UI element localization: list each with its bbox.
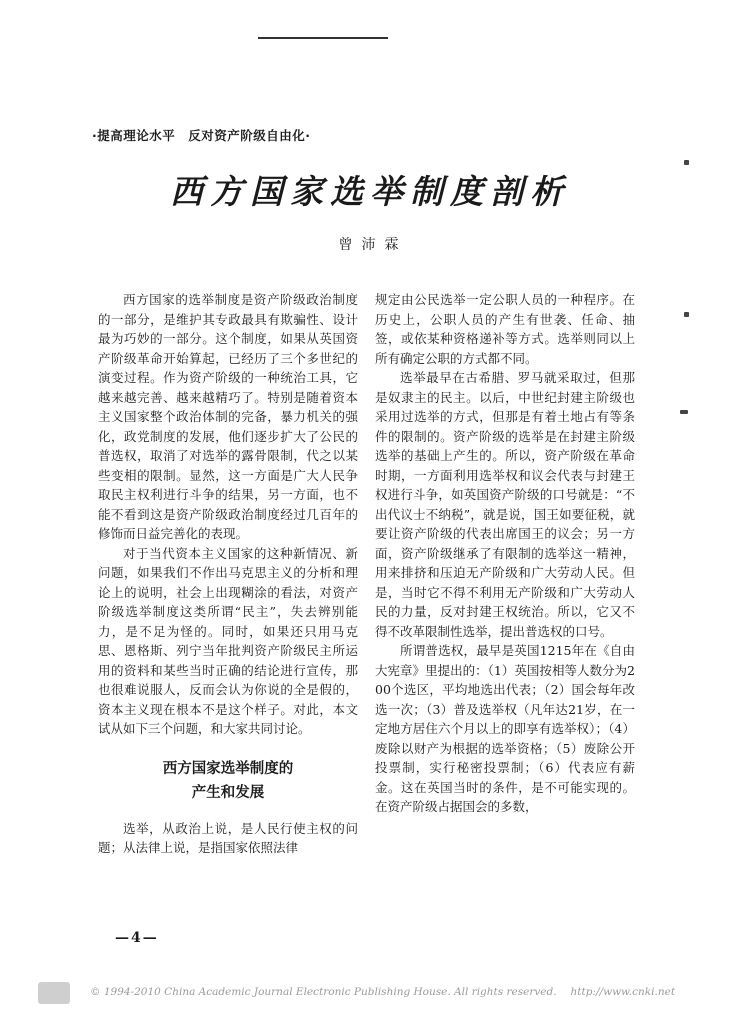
footer-url-link[interactable]: http://www.cnki.net (570, 986, 676, 998)
page-title: 西方国家选举制度剖析 (170, 172, 570, 211)
cnki-logo-icon (38, 982, 70, 1004)
page-number: —4— (115, 930, 159, 946)
section-heading-line: 西方国家选举制度的 (162, 760, 294, 777)
copyright-text: © 1994-2010 China Academic Journal Electronic Publishing House. All rights reserved. (90, 986, 557, 998)
scan-mark (684, 160, 689, 165)
column-tag: ·提高理论水平 反对资产阶级自由化· (92, 128, 311, 143)
section-heading (98, 757, 358, 805)
left-column (98, 290, 358, 858)
paragraph: 选举最早在古希腊、罗马就采取过，但那是奴隶主的民主。以后，中世纪封建主阶级也采用过选举的方式，但那是有着土地占有等条件的限制的。资产阶级的选举是在封建主阶级选举的基础上产生的。所以，资产阶级在革命时期，一方面利用选举权和议会代表与封建王权进行斗争，如英国资产阶级的口号就是：“不出代议士不纳税”，就是说，国王如要征税，就要让资产阶级的代表出席国王的议会；另一方面，资产阶级继承了有限制的选举这一精神，用来排挤和压迫无产阶级和广大劳动人民。但是，当时它不得不利用无产阶级和广大劳动人民的力量，反对封建王权统治。所以，它又不得不改革限制性选举，提出普选权的口号。 (375, 370, 635, 639)
paragraph: 对于当代资本主义国家的这种新情况、新问题，如果我们不作出马克思主义的分析和理论上的说明，社会上出现糊涂的看法，对资产阶级选举制度这类所谓“民主”，失去辨别能力，是不足为怪的。同时，如果还只用马克思、恩格斯、列宁当年批判资产阶级民主所运用的资料和某些当时正确的结论进行宣传，那也很难说服人，反而会认为你说的全是假的，资本主义现在根本不是这个样子。对此，本文试从如下三个问题，和大家共同讨论。 (98, 545, 358, 736)
section-heading-line: 产生和发展 (191, 784, 265, 801)
top-rule (258, 37, 388, 39)
scan-mark (680, 410, 688, 414)
author: 曾沛霖 (338, 237, 408, 253)
paragraph: 所谓普选权，最早是英国1215年在《自由大宪章》里提出的：（1）英国按相等人数分为200个选区，平均地选出代表；（2）国会每年改选一次；（3）普及选举权（凡年达21岁，在一定地方居住六个月以上的即享有选举权）；（4）废除以财产为根据的选举资格；（5）废除公开投票制，实行秘密投票制；（6）代表应有薪金。这在英国当时的条件，是不可能实现的。在资产阶级占据国会的多数， (375, 643, 635, 814)
paragraph: 选举，从政治上说，是人民行使主权的问题；从法律上说，是指国家依照法律 (98, 820, 358, 855)
paragraph: 西方国家的选举制度是资产阶级政治制度的一部分，是维护其专政最具有欺骗性、设计最为巧妙的一部分。这个制度，如果从英国资产阶级革命开始算起，已经历了三个多世纪的演变过程。作为资产阶级的一种统治工具，它越来越完善、越来越精巧了。特别是随着资本主义国家整个政治体制的完备，暴力机关的强化，政党制度的发展，他们逐步扩大了公民的普选权，取消了对选举的露骨限制，代之以某些变相的限制。显然，这一方面是广大人民争取民主权利进行斗争的结果，另一方面，也不能不看到这是资产阶级政治制度经过几百年的修饰而日益完善化的表现。 (98, 292, 358, 541)
right-column (375, 290, 635, 817)
scan-mark (684, 312, 689, 317)
footer (90, 986, 675, 998)
paragraph: 规定由公民选举一定公职人员的一种程序。在历史上，公职人员的产生有世袭、任命、抽签，或依某种资格递补等方式。选举则同以上所有确定公职的方式都不同。 (375, 292, 635, 366)
